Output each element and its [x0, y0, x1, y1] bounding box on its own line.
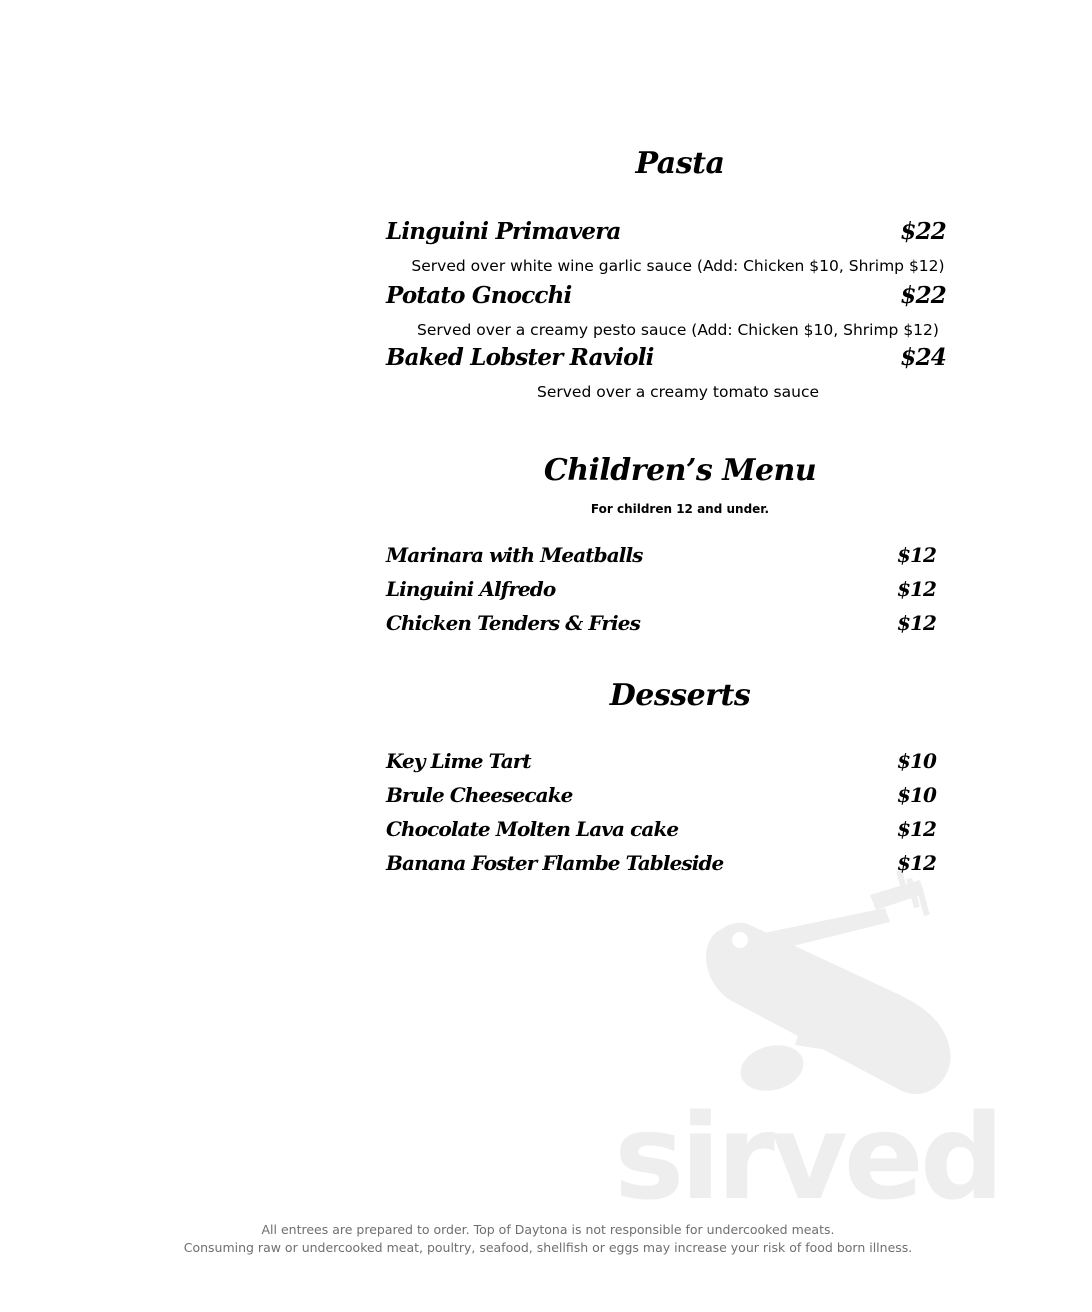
item-price: $10: [896, 783, 936, 807]
menu-item: [386, 218, 946, 252]
item-description: Served over a creamy pesto sauce (Add: Chicken $10, Shrimp $12): [417, 321, 939, 339]
item-name: Chocolate Molten Lava cake: [386, 817, 679, 841]
item-price: $12: [896, 851, 936, 875]
item-name: Key Lime Tart: [386, 749, 531, 773]
item-name: Chicken Tenders & Fries: [386, 611, 640, 635]
section-title-pasta: Pasta: [635, 146, 725, 181]
item-name: Linguini Primavera: [386, 218, 621, 245]
menu-item: [386, 344, 946, 378]
menu-item: [386, 611, 946, 645]
age-note: For children 12 and under.: [590, 502, 770, 516]
item-description: Served over a creamy tomato sauce: [536, 383, 820, 401]
section-title-desserts: Desserts: [609, 678, 751, 713]
footer-disclaimer: All entrees are prepared to order. Top of Daytona is not responsible for undercooked meats.: [261, 1222, 835, 1237]
menu-item: [386, 783, 946, 817]
menu-item: [386, 282, 946, 316]
menu-item: [386, 851, 946, 885]
item-price: $12: [896, 543, 936, 567]
item-name: Marinara with Meatballs: [386, 543, 643, 567]
item-name: Brule Cheesecake: [386, 783, 573, 807]
menu-item: [386, 577, 946, 611]
menu-item: [386, 749, 946, 783]
menu-item: [386, 543, 946, 577]
item-price: $12: [896, 817, 936, 841]
item-price: $12: [896, 577, 936, 601]
item-description: Served over white wine garlic sauce (Add: Chicken $10, Shrimp $12): [411, 257, 945, 275]
section-title-childrens-menu: Children’s Menu: [543, 453, 817, 488]
watermark-text: sirved: [614, 1088, 1001, 1226]
item-price: $10: [896, 749, 936, 773]
item-name: Potato Gnocchi: [386, 282, 572, 309]
menu-item: [386, 817, 946, 851]
item-price: $22: [900, 218, 946, 245]
item-name: Linguini Alfredo: [386, 577, 556, 601]
item-name: Banana Foster Flambe Tableside: [386, 851, 724, 875]
footer-health-warning: Consuming raw or undercooked meat, poultry, seafood, shellfish or eggs may increase your risk of food born illness.: [183, 1240, 913, 1255]
item-price: $22: [900, 282, 946, 309]
item-price: $12: [896, 611, 936, 635]
item-price: $24: [900, 344, 946, 371]
item-name: Baked Lobster Ravioli: [386, 344, 654, 371]
